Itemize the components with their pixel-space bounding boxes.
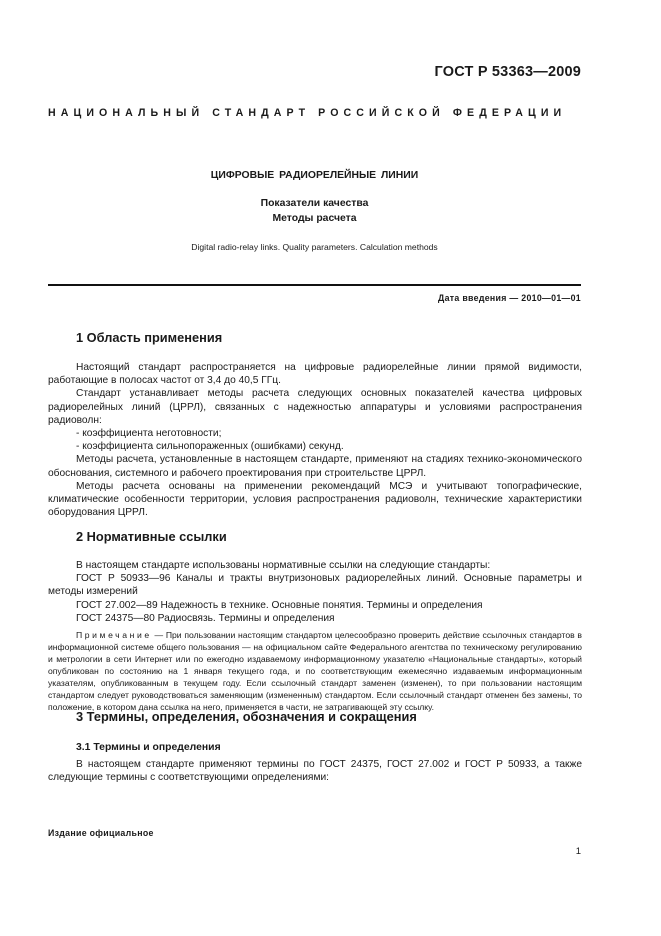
section-1-body: [48, 361, 582, 519]
introduction-date: Дата введения — 2010—01—01: [438, 293, 581, 303]
section-1-list-item-1: - коэффициента неготовности;: [76, 428, 222, 440]
note-text: — При пользовании настоящим стандартом целесообразно проверить действие ссылочных стандартов в информационной системе общего пользования — на официальном сайте Федерального агентства по техническому регулированию и метрологии в сети Интернет или по ежегодно издаваемому информационному указателю «Национальные стандарты», который опубликован по состоянию на 1 января текущего года, и по соответствующим ежемесячно издаваемым информационным указателям, опубликованным в текущем году. Если ссылочный стандарт заменен (изменен), то при пользовании настоящим стандартом следует руководствоваться заменяющим (измененным) стандартом. Если ссылочный стандарт отменен без замены, то положение, в котором дана ссылка на него, применяется в части, не затрагивающей эту ссылку.: [48, 630, 582, 712]
document-subtitle-1: Показатели качества: [260, 198, 369, 209]
reference-gost-24375: ГОСТ 24375—80 Радиосвязь. Термины и определения: [76, 612, 335, 624]
section-2-body: [48, 559, 582, 625]
section-3-1-heading: 3.1 Термины и определения: [76, 742, 221, 753]
section-2-heading: 2 Нормативные ссылки: [76, 529, 227, 544]
section-1-heading: 1 Область применения: [76, 330, 223, 345]
gost-number: ГОСТ Р 53363—2009: [434, 64, 581, 80]
note-label: Примечание: [76, 630, 152, 640]
official-edition-label: Издание официальное: [48, 828, 154, 838]
document-title: ЦИФРОВЫЕ РАДИОРЕЛЕЙНЫЕ ЛИНИИ: [210, 170, 419, 181]
section-3-heading: 3 Термины, определения, обозначения и сокращения: [76, 709, 417, 724]
section-1-paragraph-1: Настоящий стандарт распространяется на цифровые радиорелейные линии прямой видимости, работающие в полосах частот от 3,4 до 40,5 ГГц.: [48, 362, 582, 387]
english-title: Digital radio-relay links. Quality parameters. Calculation methods: [191, 242, 438, 252]
section-3-paragraph-1: В настоящем стандарте применяют термины по ГОСТ 24375, ГОСТ 27.002 и ГОСТ Р 50933, а также следующие термины с соответствующими определениями:: [48, 759, 582, 784]
section-2-note: [48, 629, 582, 713]
reference-gost-27002: ГОСТ 27.002—89 Надежность в технике. Основные понятия. Термины и определения: [76, 599, 483, 611]
national-standard-banner: НАЦИОНАЛЬНЫЙ СТАНДАРТ РОССИЙСКОЙ ФЕДЕРАЦИИ: [48, 107, 567, 119]
document-subtitle-2: Методы расчета: [272, 213, 357, 224]
section-1-paragraph-4: Методы расчета основаны на применении рекомендаций МСЭ и учитывают топографические, климатические особенности территории, условия распространения радиоволн, технические характеристики оборудования ЦРРЛ.: [48, 480, 582, 519]
section-1-list-item-2: - коэффициента сильнопораженных (ошибками) секунд.: [76, 441, 344, 453]
page-number: 1: [575, 846, 581, 857]
section-1-paragraph-3: Методы расчета, установленные в настоящем стандарте, применяют на стадиях технико-экономического обоснования, системного и рабочего проектирования при строительстве ЦРРЛ.: [48, 454, 582, 479]
section-2-paragraph-1: В настоящем стандарте использованы нормативные ссылки на следующие стандарты:: [76, 560, 491, 571]
title-divider: [48, 284, 581, 286]
reference-gost-r-50933: ГОСТ Р 50933—96 Каналы и тракты внутризоновых радиорелейных линий. Основные параметры и методы измерений: [48, 573, 582, 598]
section-3-body: [48, 758, 582, 784]
section-1-paragraph-2: Стандарт устанавливает методы расчета следующих основных показателей качества цифровых радиорелейных линий (ЦРРЛ), связанных с надежностью аппаратуры и условиями распространения радиоволн:: [48, 388, 582, 426]
